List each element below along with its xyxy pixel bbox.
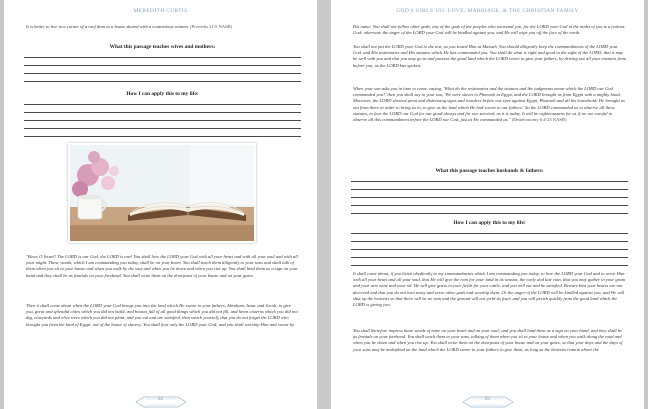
heading-husbands-fathers: What this passage teaches husbands & fathers:: [435, 168, 544, 174]
scripture-para-4: You shall not put the LORD your God to the test, as you tested Him at Massah. You should diligently keep the commandments of the LORD your God, and His testimonies and His statutes which He has commanded you. You shall do what is right and good in the sight of the LORD, that it may be well with you and that you may go in and possess the good land which the LORD swore to give your fathers, by driving out all your enemies from before you, as the LORD has spoken.: [353, 44, 626, 68]
page-number-badge-left: [134, 395, 188, 407]
heading-wives-mothers: What this passage teaches wives and mothers:: [109, 44, 216, 50]
scripture-para-2: Then it shall come about when the LORD your God brings you into the land which He swore to your fathers, Abraham, Isaac and Jacob, to give you, great and splendid cities which you did not build, and houses full of all good things which you did not fill, and hewn cisterns which you did not dig, vineyards and olive trees which you did not plant, and you eat and are satisfied, then watch yourself, that you do not forget the LORD who brought you from the land of Egypt, out of the house of slavery. You shall fear only the LORD your God; and you shall worship Him and swear by: [26, 303, 298, 327]
scripture-para-3: His name. You shall not follow other gods, any of the gods of the peoples who surround you, for the LORD your God in the midst of you is a jealous God; otherwise the anger of the LORD your God will be kindled against you, and He will wipe you off the face of the earth.: [353, 24, 625, 36]
scripture-para-5-text: When your son asks you in time to come, saying, 'What do the testimonies and the statutes and the judgments mean which the LORD our God commanded you?' then you shall say to your son, 'We were slaves to Pharaoh in Egypt, and the LORD brought us from Egypt with a mighty hand. Moreover, the LORD showed great and distressing signs and wonders before our eyes against Egypt, Pharaoh and all his household; He brought us out from there in order to bring us in, to give us the land which He had sworn to our fathers.' So the LORD commanded us to observe all these statutes, to fear the LORD our God for our good always and for our survival, as it is today. It will be righteousness for us if we are careful to observe all this commandment before the LORD our God, just as He commanded us.": [353, 86, 625, 123]
intro-verse: [26, 24, 299, 30]
scripture-para-7: You shall therefore impress these words of mine on your heart and on your soul; and you shall bind them as a sign on your hand, and they shall be as frontals on your forehead. You shall teach them to your sons, talking of them when you sit in your house and when you walk along the road and when you lie down and when you rise up. You shall write them on the doorposts of your house and on your gates, so that your days and the days of your sons may be multiplied on the land which the LORD swore to your fathers to give them, as long as the heavens remain above the: [353, 328, 623, 352]
right-page: [331, 0, 644, 409]
bible-flowers-photo: [68, 143, 256, 243]
page-number-badge-right: [461, 395, 515, 407]
answer-lines-2[interactable]: [24, 97, 301, 137]
intro-verse-text: It is better to live in a corner of a roof than in a house shared with a contentious woman.: [26, 24, 189, 29]
answer-lines-4[interactable]: [351, 226, 628, 266]
running-head-right: GOD'S GIRLS 103: LOVE, MARRIAGE, & THE CHRISTIAN FAMILY: [396, 8, 579, 14]
scripture-para-5: [353, 86, 626, 123]
answer-lines-1[interactable]: [24, 50, 301, 82]
running-head-left: MEREDITH CURTIS: [133, 8, 188, 14]
page-number-left: 82: [158, 397, 163, 402]
answer-lines-3[interactable]: [351, 174, 628, 214]
intro-verse-ref: (Proverbs 21:9 NASB): [190, 24, 233, 29]
scripture-ref-deuteronomy: (Deuteronomy 6:4-25 NASB): [511, 117, 567, 123]
scripture-para-1: "Hear, O Israel! The LORD is our God, the LORD is one! You shall love the LORD your God with all your heart and with all your soul and with all your might. These words, which I am commanding you today, shall be on your heart. You shall teach them diligently to your sons and shall talk of them when you sit in your house and when you walk by the way and when you lie down and when you rise up. You shall bind them as a sign on your hand and they shall be as frontals on your forehead. You shall write them on the doorposts of your house and on your gates.: [26, 254, 298, 278]
page-number-right: 83: [485, 397, 490, 402]
left-page: [4, 0, 317, 409]
heading-apply-left: How I can apply this to my life:: [126, 91, 199, 97]
scripture-para-6: It shall come about, if you listen obediently to my commandments which I am commanding you today, to love the LORD your God and to serve Him with all your heart and all your soul, that He will give the rain for your land in its season, the early and late rain, that you may gather in your grain and your new wine and your oil. He will give grass in your fields for your cattle, and you will eat and be satisfied. Beware that your hearts are not deceived and that you do not turn away and serve other gods and worship them. Or the anger of the LORD will be kindled against you, and He will shut up the heavens so that there will be no rain and the ground will not yield its fruit; and you will perish quickly from the good land which the LORD is giving you.: [353, 271, 626, 308]
heading-apply-right: How I can apply this to my life:: [453, 220, 526, 226]
